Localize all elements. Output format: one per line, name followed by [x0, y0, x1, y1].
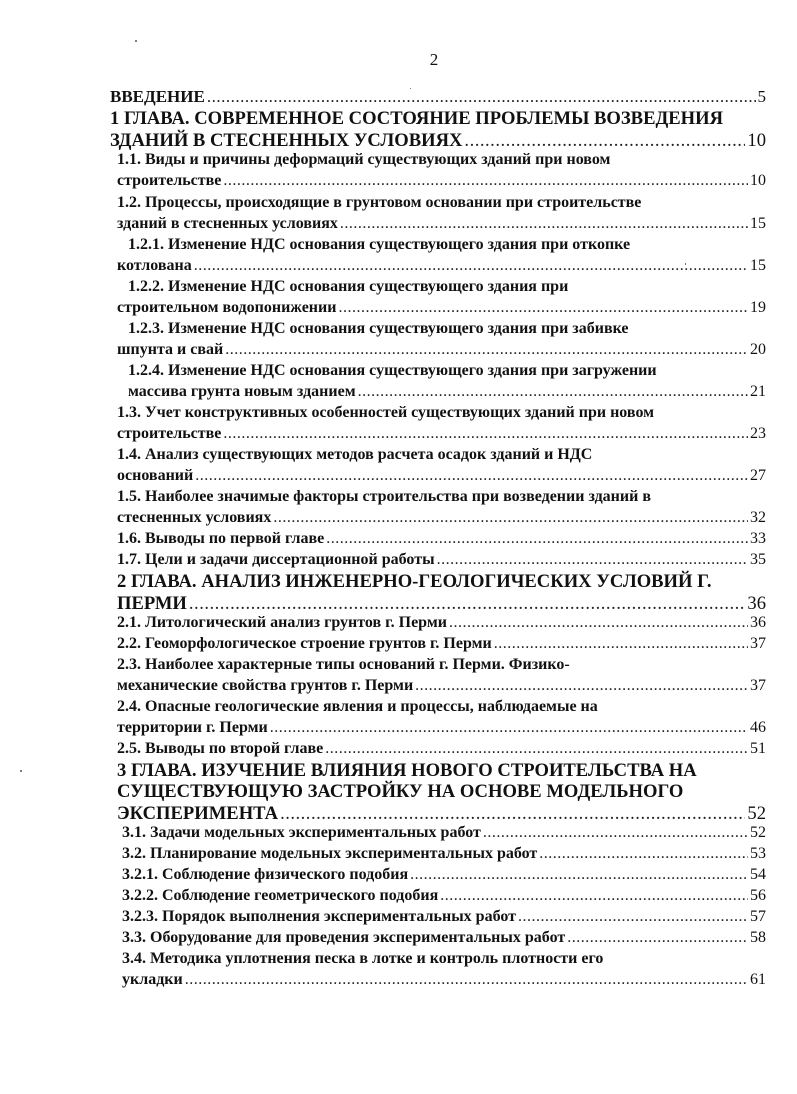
dot-leader [494, 635, 748, 653]
toc-entry-title-line: 2.3. Наиболее характерные типы оснований г. Перми. Физико- [117, 656, 570, 673]
toc-entry-title: 3.2.2. Соблюдение геометрического подобия [122, 887, 439, 904]
toc-entry-title-line: СУЩЕСТВУЮЩУЮ ЗАСТРОЙКУ НА ОСНОВЕ МОДЕЛЬНОГО [117, 781, 684, 802]
toc-entry-title: 3.1. Задачи модельных экспериментальных работ [122, 824, 481, 841]
dot-leader [358, 383, 748, 401]
toc-page-number: 10 [750, 172, 766, 189]
dot-leader [437, 551, 748, 569]
dot-leader [223, 172, 748, 190]
toc-entry-title: оснований [117, 467, 194, 484]
toc-page-number: 33 [750, 530, 766, 547]
toc-entry-title: строительстве [117, 425, 222, 442]
toc-page-number: 23 [750, 425, 766, 442]
toc-entry-title: территории г. Перми [117, 719, 268, 736]
toc-page-number: 53 [750, 845, 766, 862]
toc-entry-title-line: 1.2.1. Изменение НДС основания существующего здания при откопке [128, 236, 631, 253]
toc-entry-title-line: 1.5. Наиболее значимые факторы строительства при возведении зданий в [117, 488, 651, 505]
dot-leader [225, 341, 748, 359]
toc-entry-title: ПЕРМИ [117, 593, 187, 614]
toc-page-number: 35 [750, 551, 766, 568]
toc-entry-title: 1.7. Цели и задачи диссертационной работы [117, 551, 435, 568]
toc-page-number: 37 [750, 635, 766, 652]
toc-entry-title: ВВЕДЕНИЕ [110, 87, 205, 106]
toc-page-number: 19 [750, 299, 766, 316]
dot-leader [280, 803, 745, 825]
toc-entry-title-line: 1.4. Анализ существующих методов расчета осадок зданий и НДС [117, 446, 593, 463]
toc-page-number: 58 [750, 929, 766, 946]
dot-leader [464, 130, 745, 152]
scan-speck [135, 40, 137, 42]
dot-leader [185, 971, 748, 989]
dot-leader [325, 740, 748, 758]
toc-entry-title: строительном водопонижении [117, 299, 337, 316]
dot-leader [567, 929, 748, 947]
page-number: 2 [429, 50, 439, 69]
dot-leader [410, 866, 748, 884]
scan-speck [410, 88, 411, 89]
dot-leader [270, 719, 748, 737]
toc-entry-title: зданий в стесненных условиях [117, 215, 338, 232]
toc-page-number: 5 [757, 87, 766, 106]
dot-leader [338, 299, 748, 317]
toc-entry-title-line: 1.2.3. Изменение НДС основания существующего здания при забивке [128, 320, 629, 337]
dot-leader [194, 257, 748, 275]
toc-entry-title: строительстве [117, 172, 222, 189]
toc-entry-title-line: 1.2. Процессы, происходящие в грунтовом основании при строительстве [117, 194, 642, 211]
toc-page-number: 61 [750, 971, 766, 988]
dot-leader [207, 87, 756, 107]
toc-entry-title: механические свойства грунтов г. Перми [117, 677, 414, 694]
toc-entry-title: 2.2. Геоморфологическое строение грунтов г. Перми [117, 635, 492, 652]
toc-page-number: 21 [750, 383, 766, 400]
toc-entry-title: 3.3. Оборудование для проведения экспериментальных работ [122, 929, 566, 946]
toc-page-number: 32 [750, 509, 766, 526]
toc-entry-title-line: 1.2.4. Изменение НДС основания существующего здания при загружении [128, 362, 657, 379]
toc-entry-title: 1.6. Выводы по первой главе [117, 530, 325, 547]
toc-page-number: 36 [747, 593, 766, 614]
toc-page-number: 46 [750, 719, 766, 736]
toc-entry-title: 3.2.1. Соблюдение физического подобия [122, 866, 409, 883]
toc-entry-title: 3.2.3. Порядок выполнения экспериментальных работ [122, 908, 517, 925]
toc-entry-title-line: 1.3. Учет конструктивных особенностей существующих зданий при новом [117, 404, 655, 421]
dot-leader [223, 425, 748, 443]
toc-entry-title: стесненных условиях [117, 509, 272, 526]
toc-entry-title: ЭКСПЕРИМЕНТА [117, 803, 279, 824]
toc-entry-title-line: 2.4. Опасные геологические явления и процессы, наблюдаемые на [117, 698, 598, 715]
toc-entry-title: ЗДАНИЙ В СТЕСНЕННЫХ УСЛОВИЯХ [110, 130, 463, 151]
toc-page-number: 10 [747, 130, 766, 151]
toc-entry-title-line: 1 ГЛАВА. СОВРЕМЕННОЕ СОСТОЯНИЕ ПРОБЛЕМЫ ВОЗВЕДЕНИЯ [110, 108, 724, 129]
toc-page-number: 57 [750, 908, 766, 925]
toc-page-number: 54 [750, 866, 766, 883]
scan-speck [685, 263, 686, 265]
dot-leader [539, 845, 748, 863]
toc-entry-title: 2.1. Литологический анализ грунтов г. Перми [117, 614, 447, 631]
toc-entry-title-line: 1.1. Виды и причины деформаций существующих зданий при новом [117, 151, 611, 168]
toc-entry-title: массива грунта новым зданием [128, 383, 356, 400]
dot-leader [518, 908, 748, 926]
toc-entry-title: укладки [122, 971, 183, 988]
dot-leader [273, 509, 748, 527]
dot-leader [440, 887, 748, 905]
toc-page-number: 56 [750, 887, 766, 904]
toc-entry-title-line: 1.2.2. Изменение НДС основания существующего здания при [128, 278, 569, 295]
dot-leader [189, 593, 746, 615]
dot-leader [449, 614, 748, 632]
toc-entry-title-line: 3 ГЛАВА. ИЗУЧЕНИЕ ВЛИЯНИЯ НОВОГО СТРОИТЕЛЬСТВА НА [117, 760, 697, 781]
toc-page-number: 52 [750, 824, 766, 841]
toc-entry-title: 3.2. Планирование модельных экспериментальных работ [122, 845, 538, 862]
toc-page-number: 52 [747, 803, 766, 824]
toc-page-number: 37 [750, 677, 766, 694]
toc-entry-title: котлована [117, 257, 192, 274]
scan-speck [20, 770, 22, 772]
toc-entry-title: шпунта и свай [117, 341, 224, 358]
dot-leader [195, 467, 748, 485]
toc-page-number: 51 [750, 740, 766, 757]
dot-leader [483, 824, 748, 842]
toc-page-number: 15 [750, 215, 766, 232]
toc-entry-title-line: 2 ГЛАВА. АНАЛИЗ ИНЖЕНЕРНО-ГЕОЛОГИЧЕСКИХ УСЛОВИЙ Г. [117, 571, 712, 592]
toc-page-number: 36 [750, 614, 766, 631]
toc-page-number: 27 [750, 467, 766, 484]
toc-page-number: 15 [750, 257, 766, 274]
toc-page-number: 20 [750, 341, 766, 358]
toc-entry-title-line: 3.4. Методика уплотнения песка в лотке и контроль плотности его [122, 950, 604, 967]
dot-leader [326, 530, 748, 548]
dot-leader [340, 215, 748, 233]
toc-entry-title: 2.5. Выводы по второй главе [117, 740, 324, 757]
dot-leader [415, 677, 748, 695]
